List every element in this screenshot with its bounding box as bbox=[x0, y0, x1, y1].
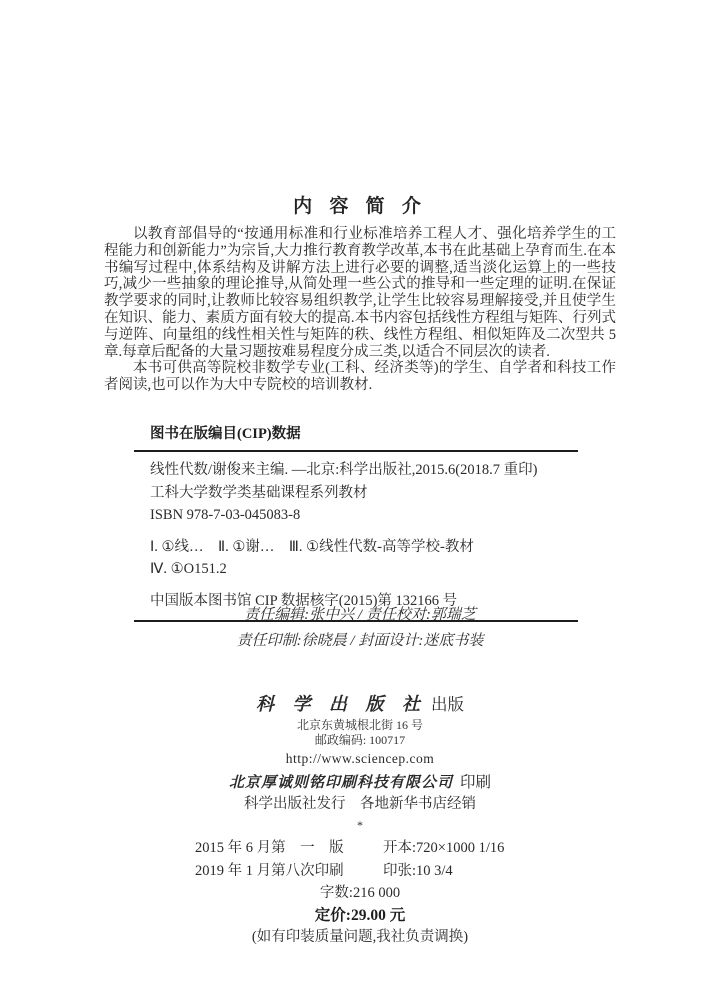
quality-note: (如有印装质量问题,我社负责调换) bbox=[251, 929, 469, 945]
publisher-name-suffix: 出版 bbox=[431, 695, 464, 714]
intro-paragraph-1: 以教育部倡导的“按通用标准和行业标准培养工程人才、强化培养学生的工程能力和创新能力”为宗旨,大力推行教育教学改革,本书在此基础上孕育而生.在本书编写过程中,体系结构及讲解方法上进行必要的调整,适当淡化运算上的一些技巧,减少一些抽象的理论推导,从简处理一些公式的推导和一些定理的证明.在保证教学要求的同时,让教师比较容易组织教学,让学生比较容易理解接受,并且使学生在知识、能力、素质方面有较大的提高.本书内容包括线性方程组与矩阵、行列式与逆阵、向量组的线性相关性与矩阵的秩、线性方程组、相似矩阵及二次型共 5 章.每章后配备的大量习题按难易程度分成三类,以适合不同层次的读者. bbox=[104, 226, 616, 360]
publisher-name: 科 学 出 版 社 bbox=[256, 694, 427, 714]
colophon-row-printing bbox=[195, 860, 525, 883]
colophon-row-edition bbox=[195, 837, 525, 860]
intro-paragraph-2: 本书可供高等院校非数学专业(工科、经济类等)的学生、自学者和科技工作者阅读,也可以作为大中专院校的培训教材. bbox=[104, 360, 616, 394]
cip-title-line: 线性代数/谢俊来主编. —北京:科学出版社,2015.6(2018.7 重印) bbox=[150, 462, 538, 478]
format-spec: 开本:720×1000 1/16 bbox=[383, 840, 505, 856]
publisher-address: 北京东黄城根北街 16 号 bbox=[296, 718, 423, 732]
sheets-spec: 印张:10 3/4 bbox=[383, 862, 453, 879]
printing-date: 2019 年 1 月第八次印刷 bbox=[195, 862, 344, 879]
page-title: 内 容 简 介 bbox=[293, 196, 427, 217]
cip-classification-line-2: Ⅳ. ①O151.2 bbox=[150, 561, 227, 577]
publisher-section bbox=[0, 692, 720, 833]
colophon-section bbox=[0, 837, 720, 949]
intro-section bbox=[104, 226, 616, 394]
credits-line-printing-design: 责任印制:徐晓晨 / 封面设计:迷底书装 bbox=[236, 633, 484, 649]
printer-line bbox=[0, 772, 720, 794]
printer-name: 北京厚诚则铭印刷科技有限公司 bbox=[228, 775, 453, 791]
word-count: 字数:216 000 bbox=[319, 885, 401, 901]
edition-date: 2015 年 6 月第 一 版 bbox=[195, 840, 344, 856]
cip-body bbox=[134, 452, 578, 620]
publisher-name-line bbox=[0, 692, 720, 718]
cip-classification-line-1: Ⅰ. ①线… Ⅱ. ①谢… Ⅲ. ①线性代数-高等学校-教材 bbox=[150, 538, 474, 555]
publisher-url: http://www.sciencep.com bbox=[285, 751, 435, 766]
separator-star: * bbox=[357, 818, 363, 832]
cip-isbn-line: ISBN 978-7-03-045083-8 bbox=[150, 507, 301, 523]
cip-series-line: 工科大学数学类基础课程系列教材 bbox=[150, 484, 368, 501]
printer-suffix: 印刷 bbox=[460, 774, 492, 791]
cip-record-number: 中国版本图书馆 CIP 数据核字(2015)第 132166 号 bbox=[150, 592, 458, 609]
credits-line-editors: 责任编辑:张中兴 / 责任校对:郭瑞芝 bbox=[244, 607, 476, 623]
publisher-postcode: 邮政编码: 100717 bbox=[314, 733, 406, 747]
credits-section bbox=[0, 602, 720, 654]
price: 定价:29.00 元 bbox=[314, 906, 406, 924]
distribution-line: 科学出版社发行 各地新华书店经销 bbox=[244, 796, 476, 812]
cip-heading: 图书在版编目(CIP)数据 bbox=[150, 426, 301, 442]
cip-section bbox=[134, 422, 578, 622]
